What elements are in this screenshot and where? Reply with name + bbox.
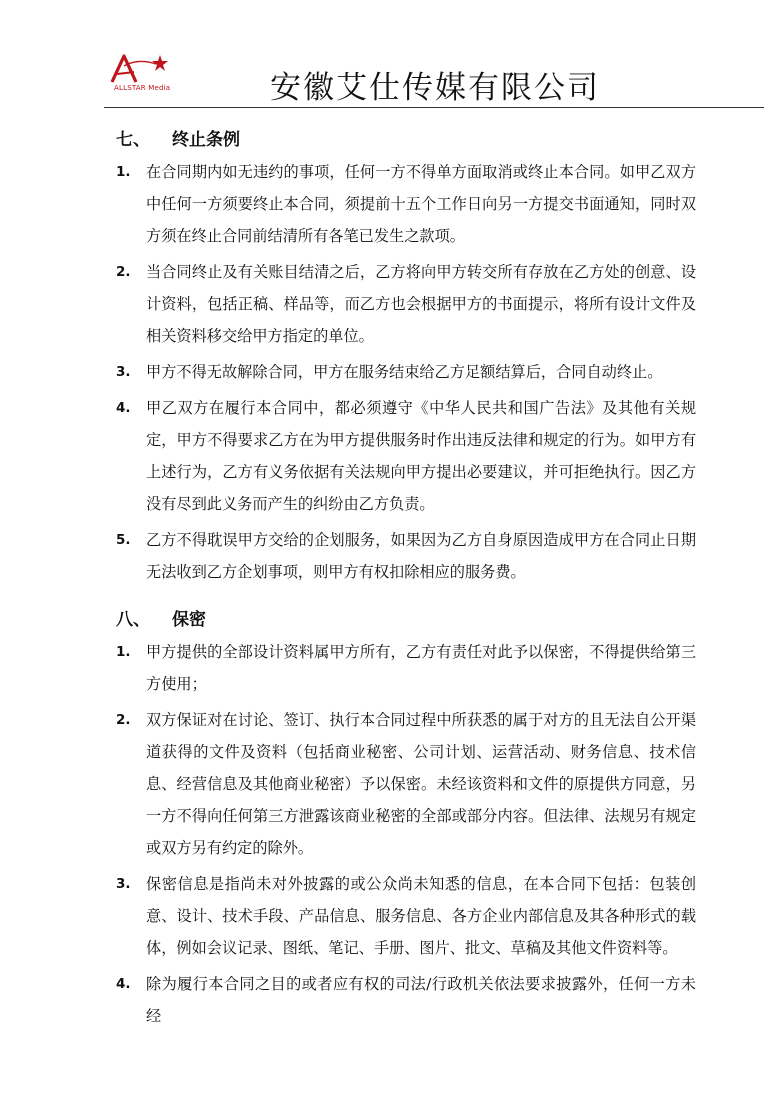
clause-text: 乙方不得耽误甲方交给的企划服务，如果因为乙方自身原因造成甲方在合同止日期无法收到乙方企划事项，则甲方有权扣除相应的服务费。	[146, 531, 696, 581]
clause-number: 3.	[116, 876, 131, 892]
clause-number: 5.	[116, 532, 131, 548]
document-body	[116, 124, 696, 1036]
clause-text: 在合同期内如无违约的事项，任何一方不得单方面取消或终止本合同。如甲乙双方中任何一方须要终止本合同，须提前十五个工作日向另一方提交书面通知，同时双方须在终止合同前结清所有各笔已发生之款项。	[146, 163, 696, 245]
company-logo	[108, 52, 172, 98]
section-title: 终止条例	[172, 130, 240, 150]
clause-item	[116, 968, 696, 1032]
clause-number: 1.	[116, 164, 131, 180]
section-heading	[116, 124, 696, 156]
page-header	[0, 0, 774, 110]
section-spacer	[116, 592, 696, 604]
clause-item	[116, 392, 696, 520]
clause-text: 当合同终止及有关账目结清之后，乙方将向甲方转交所有存放在乙方处的创意、设计资料，包括正稿、样品等，而乙方也会根据甲方的书面提示，将所有设计文件及相关资料移交给甲方指定的单位。	[146, 263, 696, 345]
section-number: 七、	[116, 130, 150, 150]
section-title: 保密	[172, 610, 206, 630]
clause-item	[116, 156, 696, 252]
clause-text: 甲乙双方在履行本合同中，都必须遵守《中华人民共和国广告法》及其他有关规定，甲方不得要求乙方在为甲方提供服务时作出违反法律和规定的行为。如甲方有上述行为，乙方有义务依据有关法规向甲方提出必要建议，并可拒绝执行。因乙方没有尽到此义务而产生的纠纷由乙方负责。	[146, 399, 696, 513]
clause-number: 4.	[116, 400, 131, 416]
clause-text: 除为履行本合同之目的或者应有权的司法/行政机关依法要求披露外，任何一方未经	[146, 975, 696, 1025]
clause-text: 甲方不得无故解除合同，甲方在服务结束给乙方足额结算后，合同自动终止。	[146, 363, 663, 381]
clause-item	[116, 868, 696, 964]
clause-text: 甲方提供的全部设计资料属甲方所有，乙方有责任对此予以保密，不得提供给第三方使用；	[146, 643, 696, 693]
clause-item	[116, 256, 696, 352]
clause-item	[116, 704, 696, 864]
clause-text: 保密信息是指尚未对外披露的或公众尚未知悉的信息，在本合同下包括：包装创意、设计、技术手段、产品信息、服务信息、各方企业内部信息及其各种形式的载体，例如会议记录、图纸、笔记、手册、图片、批文、草稿及其他文件资料等。	[146, 875, 696, 957]
clause-number: 2.	[116, 264, 131, 280]
clause-number: 4.	[116, 976, 131, 992]
clause-text: 双方保证对在讨论、签订、执行本合同过程中所获悉的属于对方的且无法自公开渠道获得的文件及资料（包括商业秘密、公司计划、运营活动、财务信息、技术信息、经营信息及其他商业秘密）予以保密。未经该资料和文件的原提供方同意，另一方不得向任何第三方泄露该商业秘密的全部或部分内容。但法律、法规另有规定或双方另有约定的除外。	[146, 711, 696, 857]
clause-number: 2.	[116, 712, 131, 728]
star-a-logo-icon	[108, 52, 172, 86]
section-number: 八、	[116, 610, 150, 630]
clause-item	[116, 524, 696, 588]
company-name: 安徽艾仕传媒有限公司	[270, 70, 600, 106]
clause-number: 1.	[116, 644, 131, 660]
clause-item	[116, 636, 696, 700]
header-divider	[104, 107, 764, 108]
clause-number: 3.	[116, 364, 131, 380]
clause-item	[116, 356, 696, 388]
section-heading	[116, 604, 696, 636]
logo-wordmark: ALLSTAR Media	[114, 84, 171, 92]
